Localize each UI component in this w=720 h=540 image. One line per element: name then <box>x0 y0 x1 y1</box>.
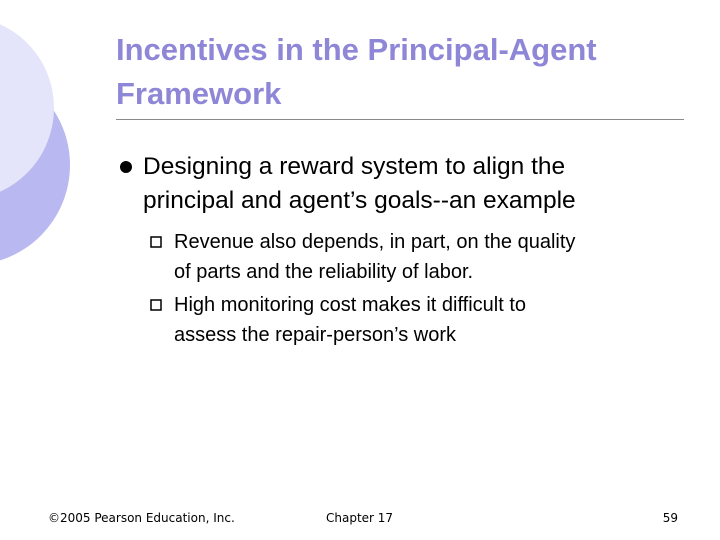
main-bullet-line-2: principal and agent’s goals--an example <box>143 187 576 214</box>
main-bullet <box>143 150 703 218</box>
slide-title-line-1: Incentives in the Principal-Agent <box>116 32 597 67</box>
footer-chapter: Chapter 17 <box>326 511 394 525</box>
footer-copyright: ©2005 Pearson Education, Inc. <box>48 511 235 525</box>
title-divider <box>116 119 684 120</box>
footer-page-number: 59 <box>662 511 678 525</box>
main-bullet-line-1: Designing a reward system to align the <box>143 153 566 180</box>
slide-title-line-2: Framework <box>116 76 282 111</box>
sub-bullet-monitoring <box>174 290 704 350</box>
filled-circle-bullet-icon <box>120 161 132 173</box>
sub-bullet-line-1: Revenue also depends, in part, on the quality <box>174 231 576 253</box>
slide-title <box>116 28 696 116</box>
sub-bullet-line-1: High monitoring cost makes it difficult to <box>174 294 527 316</box>
sub-bullet-line-2: assess the repair-person’s work <box>174 324 456 346</box>
hollow-square-bullet-icon <box>150 299 162 311</box>
sub-bullet-line-2: of parts and the reliability of labor. <box>174 261 474 283</box>
decorative-circles <box>0 0 120 330</box>
hollow-square-bullet-icon <box>150 236 162 248</box>
sub-bullet-revenue <box>174 227 704 287</box>
